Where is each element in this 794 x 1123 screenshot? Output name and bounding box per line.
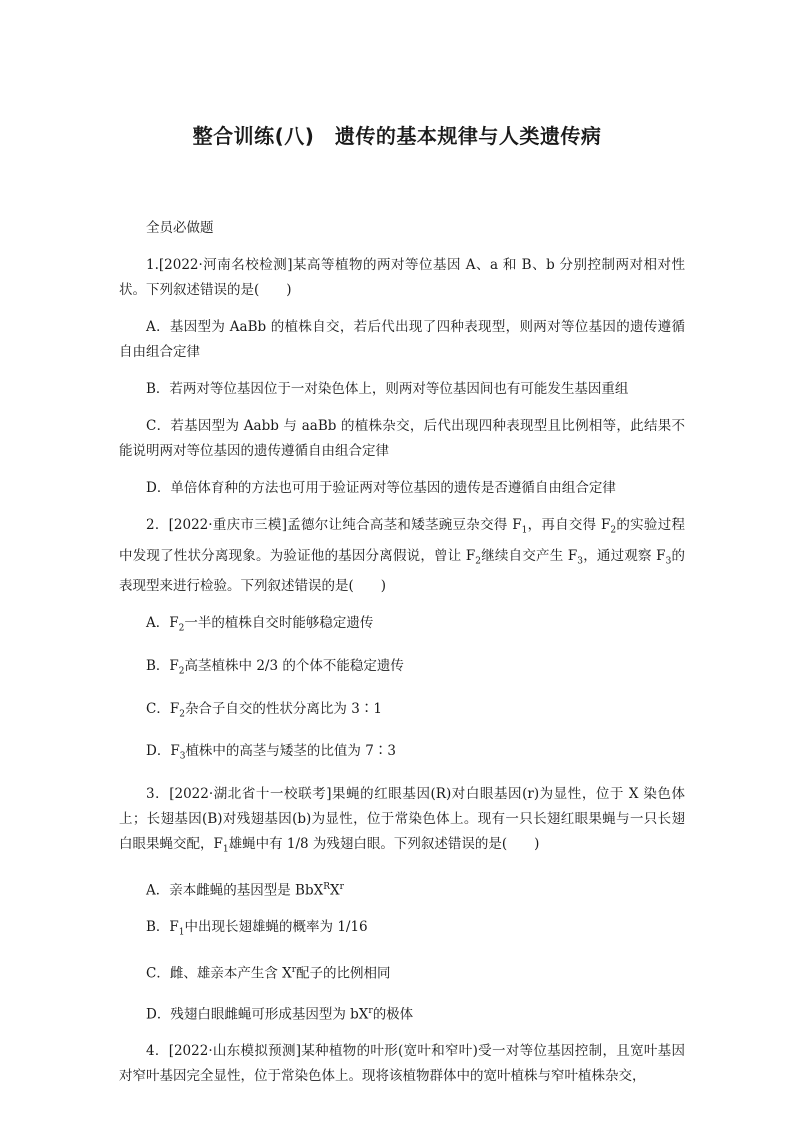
option-d: D．单倍体育种的方法也可用于验证两对等位基因的遗传是否遵循自由组合定律 <box>146 480 616 496</box>
subscript: 3 <box>179 752 186 763</box>
question-list <box>119 253 685 1089</box>
option-text: B．F <box>146 919 179 936</box>
subscript: 1 <box>178 928 185 938</box>
question-stem <box>119 782 685 863</box>
subscript: 2 <box>178 624 185 635</box>
question-stem: 1.[2022·河南名校检测]某高等植物的两对等位基因 A、a 和 B、b 分别控制两对相对性状。下列叙述错误的是( ) <box>119 257 685 298</box>
option-text: D．F <box>146 743 180 760</box>
subscript: 2 <box>179 709 185 720</box>
question-2 <box>119 513 685 770</box>
stem-text: 雄蝇中有 1/8 为残翅白眼。下列叙述错误的是( ) <box>228 836 540 853</box>
option-text: 杂合子自交的性状分离比为 3∶1 <box>184 700 382 717</box>
stem-text: 的实验过程中发现了性状分离现象。为验证他的基因分离假说，曾让 F <box>119 517 685 564</box>
option-text: A．亲本雌蝇的基因型是 BbX <box>146 882 324 899</box>
subscript: 1 <box>521 525 528 536</box>
stem-text: ，再自交得 F <box>527 517 611 533</box>
stem-text: 的表现型来进行检验。下列叙述错误的是( ) <box>119 547 685 595</box>
option-a <box>119 875 685 904</box>
option-text: B．F <box>146 658 179 675</box>
option-text: 的极体 <box>372 1006 414 1022</box>
option-text: X <box>330 882 340 899</box>
option-a: A．基因型为 AaBb 的植株自交，若后代出现了四种表现型，则两对等位基因的遗传遵循自由组合定律 <box>119 319 685 360</box>
subscript: 2 <box>475 556 482 567</box>
option-b: B．若两对等位基因位于一对染色体上，则两对等位基因间也有可能发生基因重组 <box>146 381 629 397</box>
option-text: C．F <box>146 700 180 717</box>
question-1 <box>119 253 685 501</box>
subscript: 2 <box>178 666 185 677</box>
option-text: C．雌、雄亲本产生含 X <box>146 965 292 982</box>
option-d <box>119 999 685 1028</box>
question-stem <box>119 513 685 599</box>
subscript: 3 <box>665 556 672 567</box>
subscript: 3 <box>577 556 584 567</box>
option-b <box>119 654 685 685</box>
option-text: 配子的比例相同 <box>296 965 391 982</box>
superscript: r <box>339 881 344 892</box>
stem-text: 继续自交产生 F <box>481 547 578 564</box>
question-3 <box>119 782 685 1027</box>
section-label: 全员必做题 <box>146 220 214 236</box>
subscript: 1 <box>222 844 229 855</box>
option-c: C．若基因型为 Aabb 与 aaBb 的植株杂交，后代出现四种表现型且比例相等，此结果不能说明两对等位基因的遗传遵循自由组合定律 <box>119 418 685 459</box>
question-stem: 4．[2022·山东模拟预测]某种植物的叶形(宽叶和窄叶)受一对等位基因控制，且宽叶基因对窄叶基因完全显性，位于常染色体上。现将该植物群体中的宽叶植株与窄叶植株杂交， <box>119 1043 685 1084</box>
option-a <box>119 611 685 642</box>
option-text: D．残翅白眼雌蝇可形成基因型为 bX <box>146 1006 369 1022</box>
stem-text: 3．[2022·湖北省十一校联考]果蝇的红眼基因(R)对白眼基因(r)为显性，位于 X 染色体上；长翅基因(B)对残翅基因(b)为显性，位于常染色体上。现有一只长翅红眼果蝇与一只长翅白眼果蝇交配，F <box>119 786 685 853</box>
question-4 <box>119 1039 685 1089</box>
option-text: 一半的植株自交时能够稳定遗传 <box>184 615 374 632</box>
option-text: A．F <box>146 615 179 632</box>
option-c <box>119 697 685 728</box>
option-text: 植株中的高茎与矮茎的比值为 7∶3 <box>185 743 396 760</box>
superscript: r <box>368 1005 373 1016</box>
stem-text: 2．[2022·重庆市三模]孟德尔让纯合高茎和矮茎豌豆杂交得 F <box>146 517 522 533</box>
stem-text: ，通过观察 F <box>583 547 666 564</box>
option-d <box>119 739 685 770</box>
option-b <box>119 915 685 946</box>
page-title: 整合训练(八) 遗传的基本规律与人类遗传病 <box>192 124 602 148</box>
superscript: R <box>323 881 330 892</box>
option-text: 中出现长翅雄蝇的概率为 1/16 <box>184 919 368 936</box>
superscript: r <box>291 965 297 975</box>
subscript: 2 <box>610 525 617 536</box>
option-text: 高茎植株中 2/3 的个体不能稳定遗传 <box>184 658 404 675</box>
option-c <box>119 958 685 987</box>
